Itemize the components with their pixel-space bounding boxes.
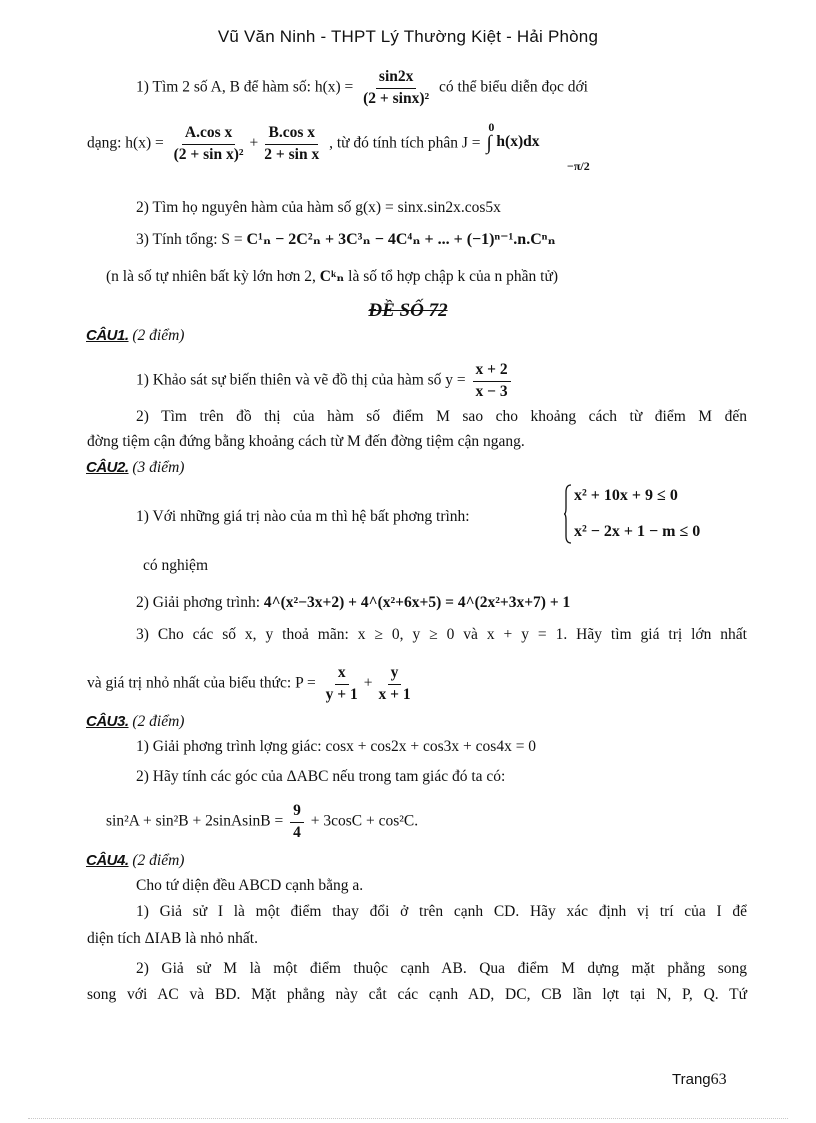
q4-line5: song với AC và BD. Mặt phẳng này cắt các cạnh AD, DC, CB lần lợt tại N, P, Q. Tứ — [87, 986, 747, 1003]
q3-line1: 1) Giải phơng trình lợng giác: cosx + cos2x + cos3x + cos4x = 0 — [136, 738, 537, 755]
fraction-bcos: $\frac{\text{B.cos x}}{\text{2 + sin x}}$ — [264, 124, 320, 163]
q2-line5: và giá trị nhỏ nhất của biểu thức: P = $\frac{x}{y + 1}$ + $\frac{y}{x + 1}$ — [87, 664, 417, 704]
page-number: 63 — [710, 1071, 727, 1088]
q2-line3: 2) Giải phơng trình: 4^(x²−3x+2) + 4^(x²+6x+5) = 4^(2x²+3x+7) + 1 — [136, 594, 571, 611]
fraction-y: $\frac{x + 2}{x - 3}$ — [473, 361, 511, 401]
system-brace — [564, 484, 572, 544]
system-inequality-1: x² + 10x + 9 ≤ 0 — [574, 487, 678, 504]
q3-line3: sin²A + sin²B + 2sinAsinB = $\frac{9}{4}$ + 3cosC + cos²C. — [106, 802, 419, 841]
prev-q2: 2) Tìm họ nguyên hàm của hàm số g(x) = sinx.sin2x.cos5x — [136, 199, 501, 216]
prev-q3-note: (n là số tự nhiên bất kỳ lớn hơn 2, Cᵏₙ là số tổ hợp chập k của n phần tử) — [106, 268, 559, 285]
q1-line3: đờng tiệm cận đứng bằng khoảng cách từ M đến đờng tiệm cận ngang. — [87, 433, 525, 450]
question-3-heading: CÂU3. (2 điểm) — [86, 713, 185, 730]
fraction-9-4: $\frac{9}{4}$ — [290, 802, 304, 842]
fraction-x-over-y1: $\frac{x}{y + 1}$ — [325, 664, 358, 703]
fraction-y-over-x1: $\frac{y}{x + 1}$ — [378, 664, 411, 703]
q2-line4: 3) Cho các số x, y thoả mãn: x ≥ 0, y ≥ 0 và x + y = 1. Hãy tìm giá trị lớn nhất — [136, 626, 747, 643]
prev-q3: 3) Tính tổng: S = C¹ₙ − 2C²ₙ + 3C³ₙ − 4C⁴ₙ + ... + (−1)ⁿ⁻¹.n.Cⁿₙ — [136, 231, 556, 248]
question-1-heading: CÂU1. (2 điểm) — [86, 327, 185, 344]
q1-line2: 2) Tìm trên đồ thị của hàm số điểm M sao cho khoảng cách từ điểm M đến — [136, 408, 747, 425]
question-4-heading: CÂU4. (2 điểm) — [86, 852, 185, 869]
prev-q1-line2: dạng: h(x) = $\frac{\text{A.cos x}}{\text{(2 + sin x)²}}$ + $\frac{\text{B.cos x}}{\text{2 + sin x}}$ , từ đó tính tích phân J = 0 ∫ h(x)dx — [87, 124, 544, 164]
q4-line1: Cho tứ diện đều ABCD cạnh bằng a. — [136, 877, 364, 894]
q4-line2: 1) Giả sử I là một điểm thay đổi ở trên cạnh CD. Hãy xác định vị trí của I để — [136, 903, 747, 920]
fraction-acos: $\frac{\text{A.cos x}}{\text{(2 + sin x)²}}$ — [173, 124, 244, 163]
q3-line2: 2) Hãy tính các góc của ΔABC nếu trong tam giác đó ta có: — [136, 768, 506, 785]
exam-title: ĐỀ SỐ 72 — [368, 300, 448, 321]
page-header: Vũ Văn Ninh - THPT Lý Thường Kiệt - Hải Phòng — [217, 27, 599, 46]
q2-line1: 1) Với những giá trị nào của m thì hệ bất phơng trình: — [136, 508, 470, 525]
q1-line1: 1) Khảo sát sự biến thiên và vẽ đồ thị của hàm số y = $\frac{x + 2}{x - 3}$ — [136, 361, 514, 401]
page-footer: Trang63 — [672, 1071, 727, 1088]
bottom-divider — [28, 1118, 788, 1119]
integral-expression: 0 ∫ h(x)dx — [486, 120, 540, 155]
q4-line4: 2) Giả sử M là một điểm thuộc cạnh AB. Qua điểm M dựng mặt phẳng song — [136, 960, 747, 977]
fraction-sin2x: $\frac{\sin 2x}{\text{(2 + sinx)²}}$ — [363, 68, 430, 107]
integral-lower-bound: −π/2 — [567, 159, 590, 173]
q2-line2: có nghiệm — [143, 557, 208, 574]
system-inequality-2: x² − 2x + 1 − m ≤ 0 — [574, 523, 701, 540]
q4-line3: diện tích ΔIAB là nhỏ nhất. — [87, 930, 258, 947]
question-2-heading: CÂU2. (3 điểm) — [86, 459, 185, 476]
prev-q1-line1: 1) Tìm 2 số A, B để hàm số: h(x) = $\frac{\sin 2x}{\text{(2 + sinx)²}}$ có thể biểu diễn đọc dới — [136, 68, 588, 107]
